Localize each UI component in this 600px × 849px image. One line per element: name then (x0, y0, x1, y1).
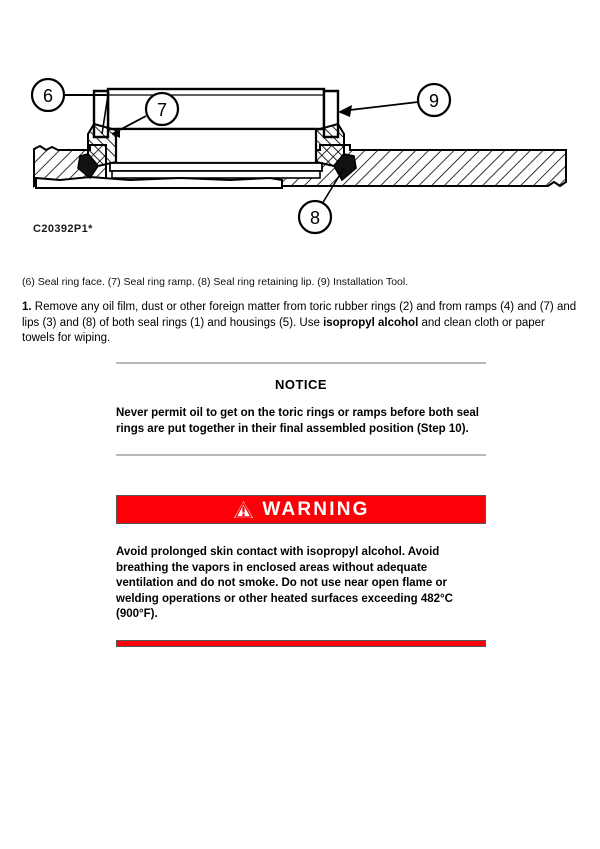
callout-6-label: 6 (42, 86, 54, 106)
callout-7-label: 7 (156, 100, 168, 120)
callout-9 (338, 84, 450, 117)
seal-ring-body (110, 129, 322, 178)
figure-code-label: C20392P1* (33, 223, 93, 235)
notice-rule-top (116, 362, 486, 364)
figure-caption: (6) Seal ring face. (7) Seal ring ramp. (8) Seal ring retaining lip. (9) Installation Tool. (22, 276, 409, 288)
callout-8-label: 8 (309, 208, 321, 228)
warning-triangle-icon (232, 499, 255, 520)
callout-9-label: 9 (428, 91, 440, 111)
notice-body: Never permit oil to get on the toric rings or ramps before both seal rings are put together in their final assembled position (Step 10). (116, 407, 479, 435)
step-text-part-1: Remove any oil film, dust or other foreign matter from toric rubber rings (2) and from ramps (4) and (7) and lips (3) and (8) of both seal rings (1) and housings (5). Use (22, 301, 577, 329)
lower-plate-broken-edge (36, 177, 282, 188)
notice-rule-bottom (116, 454, 486, 456)
step-bold-term: isopropyl alcohol (323, 316, 419, 329)
warning-block (116, 495, 486, 647)
step-number: 1. (22, 301, 32, 313)
seal-ring-cross-section-figure (20, 62, 580, 252)
warning-banner-label: WARNING (262, 499, 370, 520)
step-text-part-2: and clean cloth or paper towels for wiping. (22, 316, 545, 344)
warning-body: Avoid prolonged skin contact with isopropyl alcohol. Avoid breathing the vapors in enclosed areas without adequate ventilation and do not smoke. Do not use near open flame or welding operations or other heated surfaces exceeding 482°C (900°F). (116, 546, 453, 620)
warning-banner (116, 495, 486, 524)
step-1-paragraph (22, 300, 578, 347)
notice-title: NOTICE (274, 377, 328, 392)
warning-bottom-bar (116, 640, 486, 647)
notice-block (116, 362, 486, 456)
